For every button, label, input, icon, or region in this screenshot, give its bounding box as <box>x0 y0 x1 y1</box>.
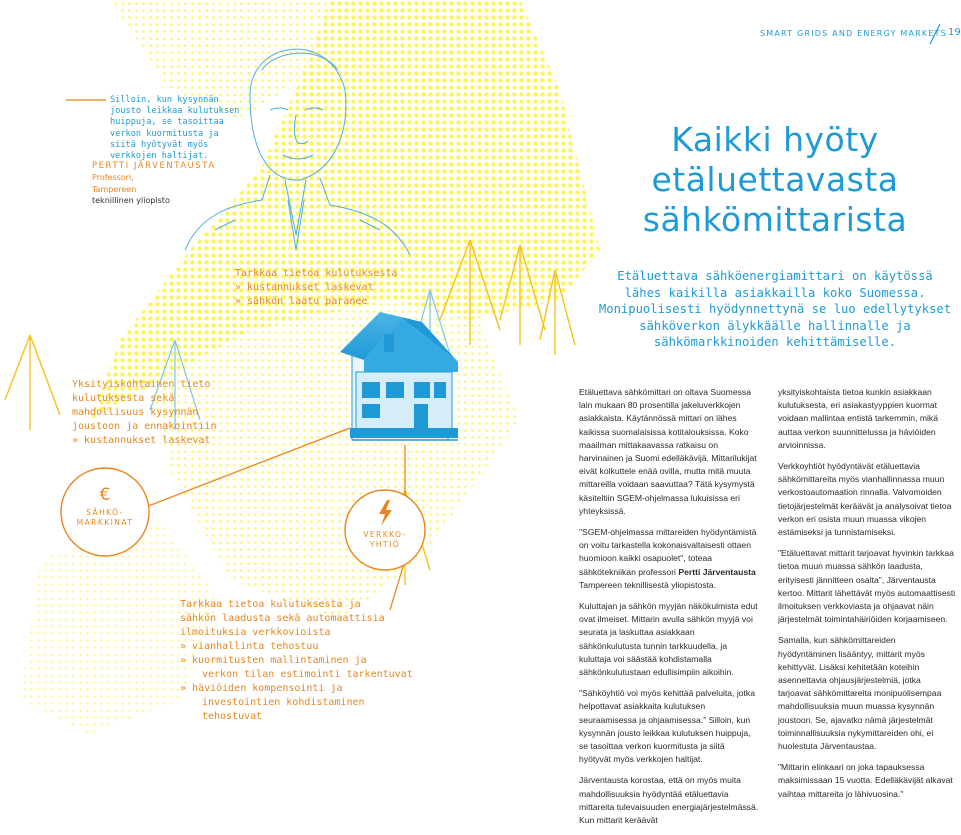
note-line: tehostuvat <box>202 711 263 722</box>
note-line: » häviöiden kompensointi ja <box>180 683 343 694</box>
paragraph-text: Tampereen teknillisestä yliopistosta. <box>579 579 717 590</box>
utility-label <box>350 530 420 550</box>
lead-line: Monipuolisesti hyödynnettynä se luo edellytykset <box>598 302 952 317</box>
paragraph-text: "SGEM-ohjelmassa mittareiden hyödyntämistä on voitu tarkastella kokonaisvaltaisesti ottaen huomioon kaikki osapuolet", toteaa sähkötekniikan professori <box>579 527 757 577</box>
utility-line: YHTIÖ <box>369 540 401 549</box>
note-line: » vianhallinta tehostuu <box>180 641 319 652</box>
pull-quote: Silloin, kun kysynnän jousto leikkaa kulutuksen huippuja, se tasoittaa verkon kuormitusta ja siitä hyötyvät myös verkkojen haltijat. <box>110 95 240 162</box>
markets-line: SÄHKÖ- <box>86 508 124 517</box>
left-note <box>72 378 217 448</box>
article-paragraph: Järventausta korostaa, että on myös muita mahdollisuuksia hyödyntää etäluettavia mittareita tulevaisuuden energiajärjestelmässä. Kun mittarit keräävät <box>579 775 759 826</box>
lead-paragraph <box>590 268 960 351</box>
note-line: Tarkkaa tietoa kulutuksesta <box>235 268 398 279</box>
euro-icon: € <box>99 485 111 505</box>
role-line: Professori, <box>92 173 134 182</box>
utility-line: VERKKO- <box>363 530 407 539</box>
page-number: 19 <box>948 27 961 38</box>
article-paragraph: "Sähköyhtiö voi myös kehittää palveluita, jotka helpottavat asiakkaita kulutuksen seuraamisessa ja ohjaamisessa." Silloin, kun kysynnän jousto leikkaa kulutuksen huippuja, se tasoittaa verkon kuormitusta ja siitä hyötyvät myös verkkojen haltijat. <box>579 688 755 765</box>
note-line: investointien kohdistaminen <box>202 697 365 708</box>
article-paragraph: Kuluttajan ja sähkön myyjän näkökulmista edut ovat ilmeiset. Mittarin avulla sähkön myyjä voi seurata ja laskuttaa asiakkaan sähkönkulutusta tunnin tarkkuudella, ja kuluttaja voi säästää kohdistamalla sähkönkulutustaan edullisimpiin aikoihin. <box>579 601 758 678</box>
note-line: mahdollisuus kysynnän <box>72 407 199 418</box>
article-column-2 <box>778 386 956 809</box>
quote-author-role <box>92 172 136 195</box>
note-line: kulutuksesta sekä <box>72 393 175 404</box>
article-paragraph: Samalla, kun sähkömittareiden hyödyntäminen lisääntyy, mittarit myös kehittyvät. Lisäksi kehitetään koteihin asennettavia ohjausjärjestelmiä, jotka tarjoavat sähkömittareita monipuolisempaa mahdollisuuksia muun muassa kysynnän joustoon. Se, ajavatko nämä järjestelmät toiminnallisuuksia nykymittareiden ohi, ei huolestuta Järventaustaa. <box>778 635 942 752</box>
note-line: » kustannukset laskevat <box>72 435 211 446</box>
lead-line: sähköverkon älykkäälle hallinnalle ja <box>639 318 911 333</box>
markets-label <box>61 485 149 528</box>
note-line: ilmoituksia verkkovioista <box>180 627 331 638</box>
note-line: Tarkkaa tietoa kulutuksesta ja <box>180 599 361 610</box>
lead-line: Etäluettava sähköenergiamittari on käytössä <box>617 269 933 283</box>
top-note <box>235 267 398 309</box>
note-line: verkon tilan estimointi tarkentuvat <box>202 669 413 680</box>
article-paragraph <box>579 526 759 592</box>
article-column-1 <box>579 386 759 835</box>
article-paragraph: Etäluettava sähkömittari on oltava Suomessa lain mukaan 80 prosentilla jakeluverkkojen asiakkaista. Käytännössä mittari on lähes kaikissa suomalaisissa kotitalouksissa. Koko maailman mittakaavassa ratkaisu on harvinainen ja Suomi edelläkävijä. Mittarilukijat eivät kolkuttele enää ovilla, mutta mitä muuta mittareilla voidaan saavuttaa? Tätä kysymystä käsiteltiin SGEM-ohjelmassa lukuisissa eri yhteyksissä. <box>579 387 757 516</box>
headline <box>610 120 940 240</box>
quote-author-name: PERTTI JÄRVENTAUSTA <box>92 160 216 170</box>
headline-line: etäluettavasta <box>651 160 899 199</box>
article-paragraph: yksityiskohtaista tietoa kunkin asiakkaan kulutuksesta, eri asiakastyyppien kuormat voidaan mallintaa entistä tarkemmin, mikä auttaa verkon suunnittelussa ja häviöiden arvioinnissa. <box>778 387 939 450</box>
person-name: Pertti Järventausta <box>678 566 756 577</box>
article-paragraph: Verkkoyhtiöt hyödyntävät etäluettavia sähkömittareita myös vianhallinnassa muun verkostoautomaation rinnalla. Valvomoiden tietojärjestelmät keräävät ja analysoivat tietoa verkon eri osista muun muassa vikojen estämiseksi ja tunnistamiseksi. <box>778 461 952 538</box>
article-paragraph: "Etäluettavat mittarit tarjoavat hyvinkin tarkkaa tietoa muun muassa sähkön laadusta, erityisesti jännitteen osalta", Järventausta kertoo. Mittarit lähettävät myös automaattisesti ilmoituksen verkkoviasta ja ohjaavat näin järjestelmät toimintahäiriöiden korjaamiseen. <box>778 548 956 625</box>
note-line: sähkön laadusta sekä automaattisia <box>180 613 385 624</box>
headline-line: Kaikki hyöty <box>671 120 879 159</box>
markets-line: MARKKINAT <box>76 518 134 527</box>
article-paragraph: "Mittarin elinkaari on joka tapauksessa maksimissaan 15 vuotta. Edelläkävijät alkavat vaihtaa mittareita jo lähivuosina." <box>778 762 953 799</box>
bottom-note <box>180 598 413 724</box>
note-line: » sähkön laatu paranee <box>235 296 368 307</box>
role-line: Tampereen <box>92 184 137 194</box>
role-line: teknillinen yliopisto <box>92 196 170 205</box>
headline-line: sähkömittarista <box>642 200 908 239</box>
lead-line: lähes kaikilla asiakkailla koko Suomessa. <box>624 285 926 300</box>
note-line: joustoon ja ennakointiin <box>72 421 217 432</box>
note-line: » kustannukset laskevat <box>235 282 374 293</box>
note-line: » kuormitusten mallintaminen ja <box>180 655 367 666</box>
note-line: Yksityiskohtainen tieto <box>72 379 211 390</box>
lead-line: sähkömarkkinoiden kehittämiselle. <box>653 335 897 350</box>
section-title: SMART GRIDS AND ENERGY MARKETS <box>760 29 947 38</box>
